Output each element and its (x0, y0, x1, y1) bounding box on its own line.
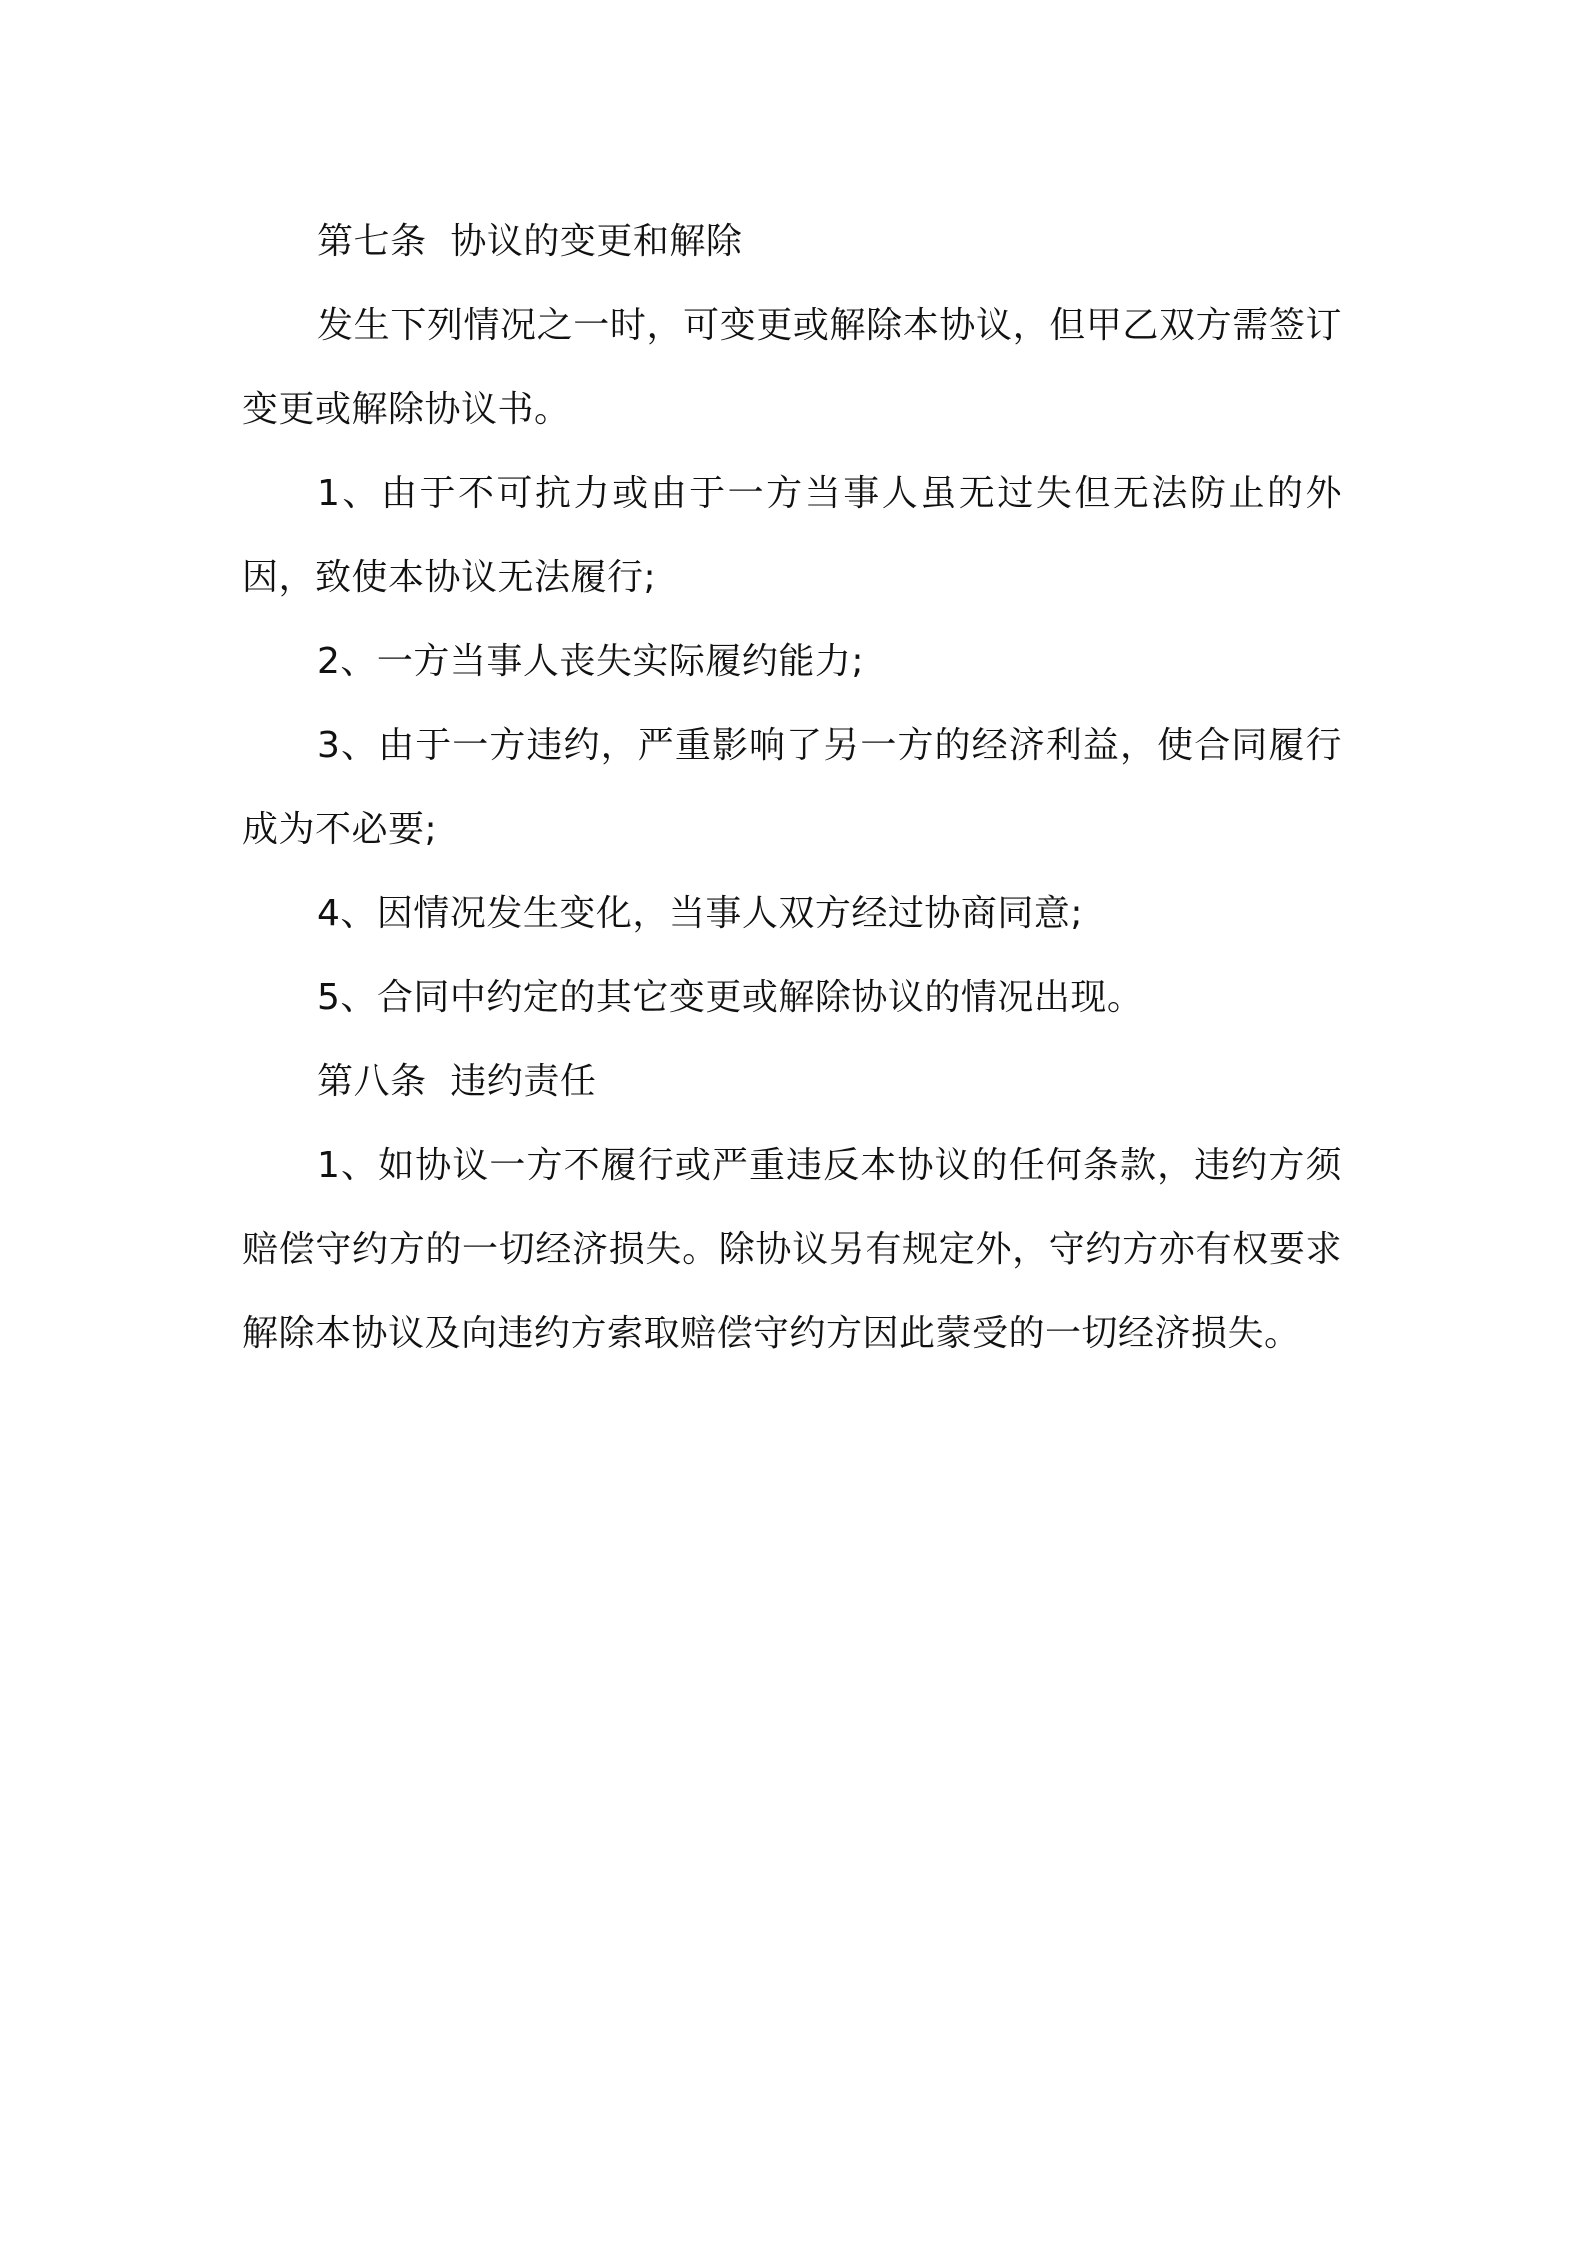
article-7-item-1: 1、由于不可抗力或由于一方当事人虽无过失但无法防止的外因，致使本协议无法履行; (242, 473, 1342, 598)
article-7-item-3: 3、由于一方违约，严重影响了另一方的经济利益，使合同履行成为不必要; (242, 725, 1342, 850)
article-7-heading: 第七条 协议的变更和解除 (317, 221, 743, 262)
article-7-intro-paragraph: 发生下列情况之一时，可变更或解除本协议，但甲乙双方需签订变更或解除协议书。 (242, 305, 1342, 430)
document-body (242, 200, 1342, 1376)
article-7-item-5: 5、合同中约定的其它变更或解除协议的情况出现。 (317, 977, 1144, 1018)
article-7-item-2: 2、一方当事人丧失实际履约能力; (317, 641, 865, 682)
article-7-item-4: 4、因情况发生变化，当事人双方经过协商同意; (317, 893, 1084, 934)
article-8-item-1: 1、如协议一方不履行或严重违反本协议的任何条款，违约方须赔偿守约方的一切经济损失。除协议另有规定外，守约方亦有权要求解除本协议及向违约方索取赔偿守约方因此蒙受的一切经济损失。 (242, 1145, 1342, 1354)
article-8-heading: 第八条 违约责任 (317, 1061, 597, 1102)
